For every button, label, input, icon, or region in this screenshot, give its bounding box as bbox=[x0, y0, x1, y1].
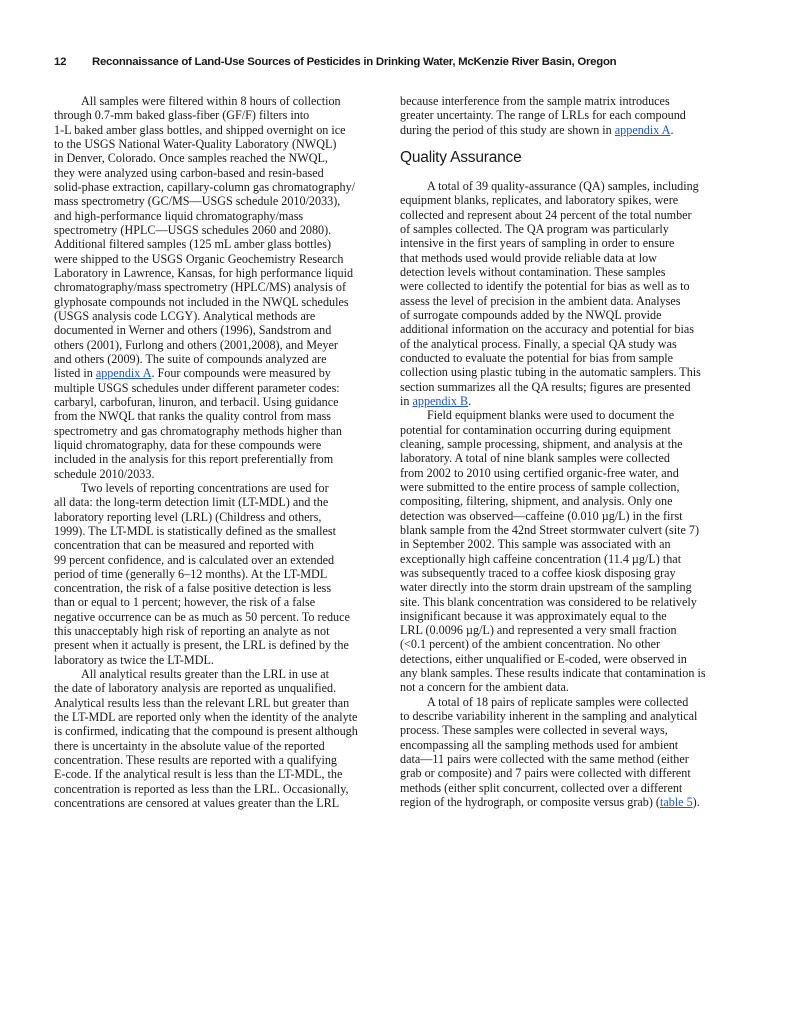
text-line: they were analyzed using carbon-based and resin-based bbox=[54, 165, 324, 180]
text-line: were collected to identify the potential for bias as well as to bbox=[400, 279, 690, 294]
text-line: glyphosate compounds not included in the NWQL schedules bbox=[54, 294, 349, 309]
text-line: present when it actually is present, the LRL is defined by the bbox=[54, 638, 349, 653]
text-line: concentration that can be measured and reported with bbox=[54, 538, 314, 553]
text-line: than or equal to 1 percent; however, the risk of a false bbox=[54, 595, 316, 610]
text-line: concentration is reported as less than the LRL. Occasionally, bbox=[54, 781, 349, 796]
text-line: detection levels without contamination. These samples bbox=[400, 264, 666, 279]
text-line: others (2001), Furlong and others (2001,2008), and Meyer bbox=[54, 337, 338, 352]
text-line: included in the analysis for this report preferentially from bbox=[54, 452, 334, 467]
text-segment: in bbox=[400, 393, 413, 408]
right-column bbox=[400, 94, 735, 809]
text-line: and high-performance liquid chromatography/mass bbox=[54, 208, 304, 223]
appendix-b-link[interactable]: appendix B bbox=[412, 393, 469, 408]
text-line: in Denver, Colorado. Once samples reached the NWQL, bbox=[54, 151, 328, 166]
text-line: A total of 39 quality-assurance (QA) samples, including bbox=[427, 178, 699, 193]
text-line: because interference from the sample matrix introduces bbox=[400, 94, 670, 108]
text-segment: . bbox=[468, 393, 472, 408]
text-line: in September 2002. This sample was associated with an bbox=[400, 537, 671, 552]
text-line: liquid chromatography, data for these compounds were bbox=[54, 437, 322, 452]
text-line: LRL (0.0096 µg/L) and represented a very small fraction bbox=[400, 623, 677, 638]
text-line: laboratory reporting level (LRL) (Childress and others, bbox=[54, 509, 322, 524]
text-line bbox=[54, 366, 389, 380]
text-line: 1999). The LT-MDL is statistically defined as the smallest bbox=[54, 523, 337, 538]
text-line: there is uncertainty in the absolute value of the reported bbox=[54, 738, 325, 753]
appendix-a-link[interactable]: appendix A bbox=[95, 366, 152, 381]
text-line: concentration, the risk of a false positive detection is less bbox=[54, 581, 332, 596]
text-line: greater uncertainty. The range of LRLs for each compound bbox=[400, 108, 686, 123]
text-line: E-code. If the analytical result is less than the LT-MDL, the bbox=[54, 767, 343, 782]
text-line: mass spectrometry (GC/MS—USGS schedule 2010/2033), bbox=[54, 194, 341, 209]
text-line: documented in Werner and others (1996), Sandstrom and bbox=[54, 323, 332, 338]
text-line: process. These samples were collected in several ways, bbox=[400, 723, 668, 738]
text-line: detections, either unqualified or E-coded, were observed in bbox=[400, 651, 687, 666]
text-line: detection was observed—caffeine (0.010 µg/L) in the first bbox=[400, 508, 683, 523]
text-line: (<0.1 percent) of the ambient concentration. No other bbox=[400, 637, 661, 652]
running-title: Reconnaissance of Land-Use Sources of Pesticides in Drinking Water, McKenzie River Basin, Oregon bbox=[92, 56, 617, 68]
text-line: from the NWQL that ranks the quality control from mass bbox=[54, 409, 332, 424]
text-line: were submitted to the entire process of sample collection, bbox=[400, 479, 680, 494]
text-line: to describe variability inherent in the sampling and analytical bbox=[400, 709, 698, 724]
text-line: Additional filtered samples (125 mL amber glass bottles) bbox=[54, 237, 332, 252]
text-line: the LT-MDL are reported only when the identity of the analyte bbox=[54, 710, 358, 725]
text-line: insignificant because it was approximately equal to the bbox=[400, 608, 667, 623]
table-5-link[interactable]: table 5 bbox=[659, 795, 693, 810]
text-line: water directly into the storm drain upstream of the sampling bbox=[400, 580, 692, 595]
text-line: conducted to evaluate the potential for bias from sample bbox=[400, 350, 674, 365]
text-segment: ). bbox=[692, 795, 700, 810]
text-line: is confirmed, indicating that the compound is present although bbox=[54, 724, 358, 739]
text-line: through 0.7-mm baked glass-fiber (GF/F) filters into bbox=[54, 108, 310, 123]
appendix-a-link[interactable]: appendix A bbox=[614, 122, 671, 137]
text-line: 1-L baked amber glass bottles, and shipped overnight on ice bbox=[54, 122, 346, 137]
text-line: schedule 2010/2033. bbox=[54, 466, 155, 481]
text-line: not a concern for the ambient data. bbox=[400, 680, 569, 695]
section-heading: Quality Assurance bbox=[400, 148, 522, 166]
text-line: chromatography/mass spectrometry (HPLC/MS) analysis of bbox=[54, 280, 346, 295]
text-line: encompassing all the sampling methods used for ambient bbox=[400, 737, 679, 752]
text-line: cleaning, sample processing, shipment, and analysis at the bbox=[400, 436, 683, 451]
text-line: spectrometry and gas chromatography methods higher than bbox=[54, 423, 342, 438]
text-line: from 2002 to 2010 using certified organic-free water, and bbox=[400, 465, 679, 480]
text-line: Analytical results less than the relevant LRL but greater than bbox=[54, 695, 350, 710]
text-line: data—11 pairs were collected with the same method (either bbox=[400, 752, 689, 767]
text-line: section summarizes all the QA results; figures are presented bbox=[400, 379, 691, 394]
text-line: compositing, filtering, shipment, and analysis. Only one bbox=[400, 494, 673, 509]
text-segment: listed in bbox=[54, 366, 96, 381]
text-line: potential for contamination occurring during equipment bbox=[400, 422, 671, 437]
text-line: Two levels of reporting concentrations are used for bbox=[81, 480, 329, 495]
text-line: multiple USGS schedules under different parameter codes: bbox=[54, 380, 340, 395]
text-line: solid-phase extraction, capillary-column gas chromatography/ bbox=[54, 179, 356, 194]
text-line: period of time (generally 6–12 months). At the LT-MDL bbox=[54, 566, 328, 581]
text-line: assess the level of precision in the ambient data. Analyses bbox=[400, 293, 681, 308]
text-line: all data: the long-term detection limit (LT-MDL) and the bbox=[54, 495, 329, 510]
text-line: carbaryl, carbofuran, linuron, and terbacil. Using guidance bbox=[54, 394, 339, 409]
text-line: was subsequently traced to a coffee kiosk disposing gray bbox=[400, 565, 676, 580]
text-line bbox=[400, 795, 735, 809]
text-line: intensive in the first years of sampling in order to ensure bbox=[400, 236, 675, 251]
text-line: A total of 18 pairs of replicate samples were collected bbox=[427, 694, 689, 709]
running-head bbox=[54, 56, 754, 68]
text-line: any blank samples. These results indicate that contamination is bbox=[400, 666, 706, 681]
text-line: (USGS analysis code LCGY). Analytical methods are bbox=[54, 308, 316, 323]
text-segment: during the period of this study are shown in bbox=[400, 122, 615, 137]
page-number: 12 bbox=[54, 56, 67, 68]
text-line: methods (either split concurrent, collected over a different bbox=[400, 780, 683, 795]
text-line: that methods used would provide reliable data at low bbox=[400, 250, 657, 265]
text-line: additional information on the accuracy and potential for bias bbox=[400, 322, 694, 337]
text-line: to the USGS National Water-Quality Laboratory (NWQL) bbox=[54, 136, 337, 151]
text-line: Field equipment blanks were used to document the bbox=[427, 408, 675, 423]
text-line: and others (2009). The suite of compounds analyzed are bbox=[54, 351, 327, 366]
text-line: 99 percent confidence, and is calculated over an extended bbox=[54, 552, 335, 567]
text-line: the date of laboratory analysis are reported as unqualified. bbox=[54, 681, 337, 696]
text-line bbox=[400, 123, 735, 137]
text-line: Laboratory in Lawrence, Kansas, for high performance liquid bbox=[54, 265, 354, 280]
left-column bbox=[54, 94, 389, 810]
text-line: concentrations are censored at values greater than the LRL bbox=[54, 796, 340, 811]
text-line: All analytical results greater than the LRL in use at bbox=[81, 667, 330, 682]
text-line: of samples collected. The QA program was particularly bbox=[400, 221, 669, 236]
text-line: grab or composite) and 7 pairs were collected with different bbox=[400, 766, 691, 781]
text-line: equipment blanks, replicates, and laboratory spikes, were bbox=[400, 193, 679, 208]
text-line: blank sample from the 42nd Street stormwater culvert (site 7) bbox=[400, 522, 700, 537]
text-line: collected and represent about 24 percent of the total number bbox=[400, 207, 692, 222]
text-line: this unacceptably high risk of reporting an analyte as not bbox=[54, 624, 330, 639]
text-segment: . Four compounds were measured by bbox=[151, 366, 331, 381]
text-line: of the analytical process. Finally, a special QA study was bbox=[400, 336, 677, 351]
text-line: laboratory. A total of nine blank samples were collected bbox=[400, 451, 670, 466]
text-segment: region of the hydrograph, or composite versus grab) ( bbox=[400, 795, 660, 810]
text-line: exceptionally high caffeine concentration (11.4 µg/L) that bbox=[400, 551, 682, 566]
text-line: site. This blank concentration was considered to be relatively bbox=[400, 594, 697, 609]
text-line: of surrogate compounds added by the NWQL provide bbox=[400, 307, 662, 322]
text-line: negative occurrence can be as much as 50 percent. To reduce bbox=[54, 609, 350, 624]
text-line: concentration. These results are reported with a qualifying bbox=[54, 753, 337, 768]
text-line bbox=[400, 394, 735, 408]
text-line: spectrometry (HPLC—USGS schedules 2060 and 2080). bbox=[54, 222, 332, 237]
text-segment: . bbox=[670, 122, 674, 137]
text-line: were shipped to the USGS Organic Geochemistry Research bbox=[54, 251, 344, 266]
text-line: All samples were filtered within 8 hours of collection bbox=[81, 94, 341, 108]
text-line: collection using plastic tubing in the automatic samplers. This bbox=[400, 365, 701, 380]
text-line: laboratory as twice the LT-MDL. bbox=[54, 652, 214, 667]
